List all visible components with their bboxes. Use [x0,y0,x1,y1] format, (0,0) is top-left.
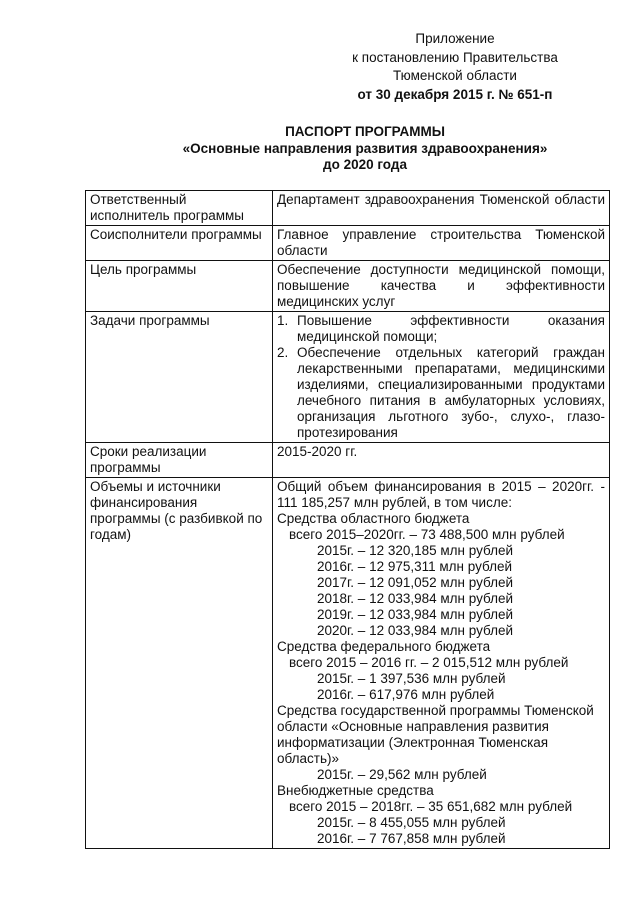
regional-year: 2016г. – 12 975,311 млн рублей [317,559,513,574]
finance-value [273,478,610,849]
finance-label: Объемы и источники финансирования программы (с разбивкой по годам) [86,478,273,849]
task-number: 2. [277,345,289,360]
regional-year: 2020г. – 12 033,984 млн рублей [317,623,514,638]
coexec-value: Главное управление строительства Тюменской области [273,226,610,261]
period-label: Сроки реализации программы [86,443,273,478]
document-title [100,124,630,174]
task-number: 1. [277,313,289,328]
federal-year: 2015г. – 1 397,536 млн рублей [317,671,506,686]
regional-year: 2018г. – 12 033,984 млн рублей [317,591,514,606]
goal-label: Цель программы [86,261,273,312]
federal-title: Средства федерального бюджета [277,639,491,654]
state-program-year: 2015г. – 29,562 млн рублей [317,767,487,782]
annex-line-2: к постановлению Правительства [352,49,558,65]
extrabudget-total: всего 2015 – 2018гг. – 35 651,682 млн рублей [289,799,573,814]
extrabudget-year: 2015г. – 8 455,055 млн рублей [317,815,506,830]
annex-date: от 30 декабря 2015 г. № 651-п [357,86,553,102]
table-row-period [86,443,610,478]
regional-title: Средства областного бюджета [277,511,470,526]
annex-header [340,30,570,104]
responsible-value: Департамент здравоохранения Тюменской области [273,191,610,226]
table-row-responsible [86,191,610,226]
table-row-finance [86,478,610,849]
passport-table [85,190,610,849]
title-line-2: «Основные направления развития здравоохранения» [182,140,548,156]
title-line-3: до 2020 года [323,157,407,172]
extrabudget-title: Внебюджетные средства [277,783,434,798]
task-text: Обеспечение отдельных категорий граждан лекарственными препаратами, медицинскими изделиями, специализированными продуктами лечебного питания в амбулаторных условиях, организация льготного зубо-, слухо-, глазо- протезирования [297,345,605,440]
regional-year: 2015г. – 12 320,185 млн рублей [317,543,514,558]
finance-total: Общий объем финансирования в 2015 – 2020гг. - 111 185,257 млн рублей, в том числе: [277,479,605,510]
tasks-value [273,312,610,443]
federal-total: всего 2015 – 2016 гг. – 2 015,512 млн рублей [289,655,569,670]
goal-value: Обеспечение доступности медицинской помощи, повышение качества и эффективности медицинских услуг [273,261,610,312]
responsible-label: Ответственный исполнитель программы [86,191,273,226]
annex-line-1: Приложение [415,31,495,46]
coexec-label: Соисполнители программы [86,226,273,261]
tasks-list [277,313,605,441]
task-text: Повышение эффективности оказания медицинской помощи; [297,313,605,344]
list-item [277,345,605,441]
federal-year: 2016г. – 617,976 млн рублей [317,687,495,702]
regional-year: 2019г. – 12 033,984 млн рублей [317,607,514,622]
state-program-title: Средства государственной программы Тюменской области «Основные направления развития информатизации (Электронная Тюменская область)» [277,703,594,766]
table-row-goal [86,261,610,312]
regional-total: всего 2015–2020гг. – 73 488,500 млн рублей [289,527,565,542]
tasks-label: Задачи программы [86,312,273,443]
period-value: 2015-2020 гг. [273,443,610,478]
table-row-coexecutors [86,226,610,261]
regional-year: 2017г. – 12 091,052 млн рублей [317,575,514,590]
table-row-tasks [86,312,610,443]
extrabudget-year: 2016г. – 7 767,858 млн рублей [317,831,506,846]
list-item [277,313,605,345]
annex-line-3: Тюменской области [393,68,517,83]
title-line-1: ПАСПОРТ ПРОГРАММЫ [285,124,445,139]
